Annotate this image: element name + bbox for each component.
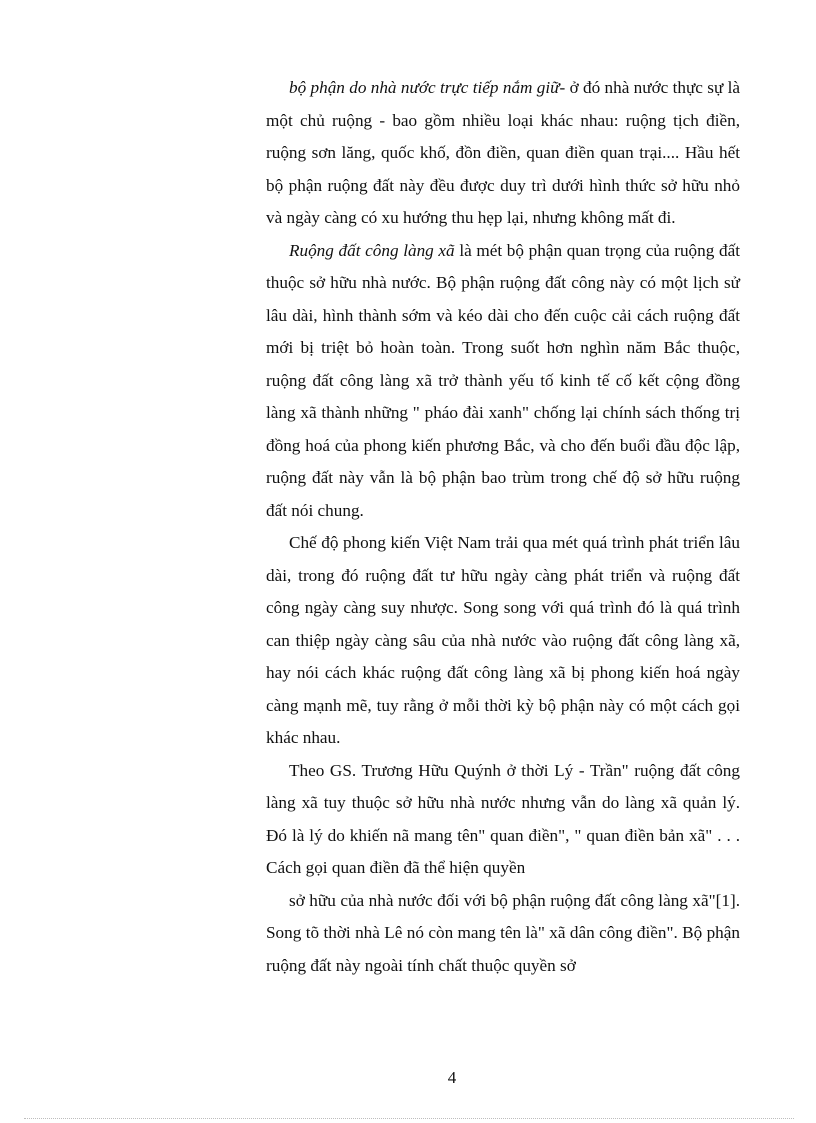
footer-divider: [24, 1118, 794, 1119]
paragraph-5-text: sở hữu của nhà nước đối với bộ phận ruộng đất công làng xã"[1]. Song tõ thời nhà Lê nó còn mang tên là" xã dân công điền". Bộ phận ruộng đất này ngoài tính chất thuộc quyền sở: [266, 890, 740, 975]
paragraph-1: [266, 72, 740, 235]
body-text: [266, 72, 740, 982]
paragraph-3-text: Chế độ phong kiến Việt Nam trải qua mét quá trình phát triển lâu dài, trong đó ruộng đất tư hữu ngày càng phát triển và ruộng đất công ngày càng suy nhược. Song song với quá trình đó là quá trình can thiệp ngày càng sâu của nhà nước vào ruộng đất công làng xã, hay nói cách khác ruộng đất công làng xã bị phong kiến hoá ngày càng mạnh mẽ, tuy rằng ở mỗi thời kỳ bộ phận này có một cách gọi khác nhau.: [266, 533, 740, 747]
paragraph-4-text: Theo GS. Trương Hữu Quýnh ở thời Lý - Trần" ruộng đất công làng xã tuy thuộc sở hữu nhà nước nhưng vẫn do làng xã quản lý. Đó là lý do khiến nã mang tên" quan điền", " quan điền bản xã" . . . Cách gọi quan điền đã thể hiện quyền: [266, 760, 740, 877]
paragraph-1-text: ở đó nhà nước thực sự là một chủ ruộng - bao gồm nhiều loại khác nhau: ruộng tịch điền, ruộng sơn lăng, quốc khố, đồn điền, quan điền quan trại.... Hầu hết bộ phận ruộng đất này đều được duy trì dưới hình thức sở hữu nhỏ và ngày càng có xu hướng thu hẹp lại, nhưng không mất đi.: [266, 78, 740, 227]
paragraph-5: [266, 885, 740, 983]
paragraph-2: [266, 235, 740, 528]
italic-lead-2: Ruộng đất công làng xã: [289, 240, 455, 260]
paragraph-4: [266, 755, 740, 885]
paragraph-2-text: là mét bộ phận quan trọng của ruộng đất thuộc sở hữu nhà nước. Bộ phận ruộng đất công này có một lịch sử lâu dài, hình thành sớm và kéo dài cho đến cuộc cải cách ruộng đất mới bị triệt bỏ hoàn toàn. Trong suốt hơn nghìn năm Bắc thuộc, ruộng đất công làng xã trở thành yếu tố kinh tế cố kết cộng đồng làng xã thành những " pháo đài xanh" chống lại chính sách thống trị đồng hoá của phong kiến phương Bắc, và cho đến buổi đầu độc lập, ruộng đất này vẫn là bộ phận bao trùm trong chế độ sở hữu ruộng đất nói chung.: [266, 240, 740, 520]
italic-lead-1: bộ phận do nhà nước trực tiếp nắm giữ-: [289, 78, 566, 97]
page-number: 4: [447, 1068, 457, 1087]
paragraph-3: [266, 527, 740, 755]
